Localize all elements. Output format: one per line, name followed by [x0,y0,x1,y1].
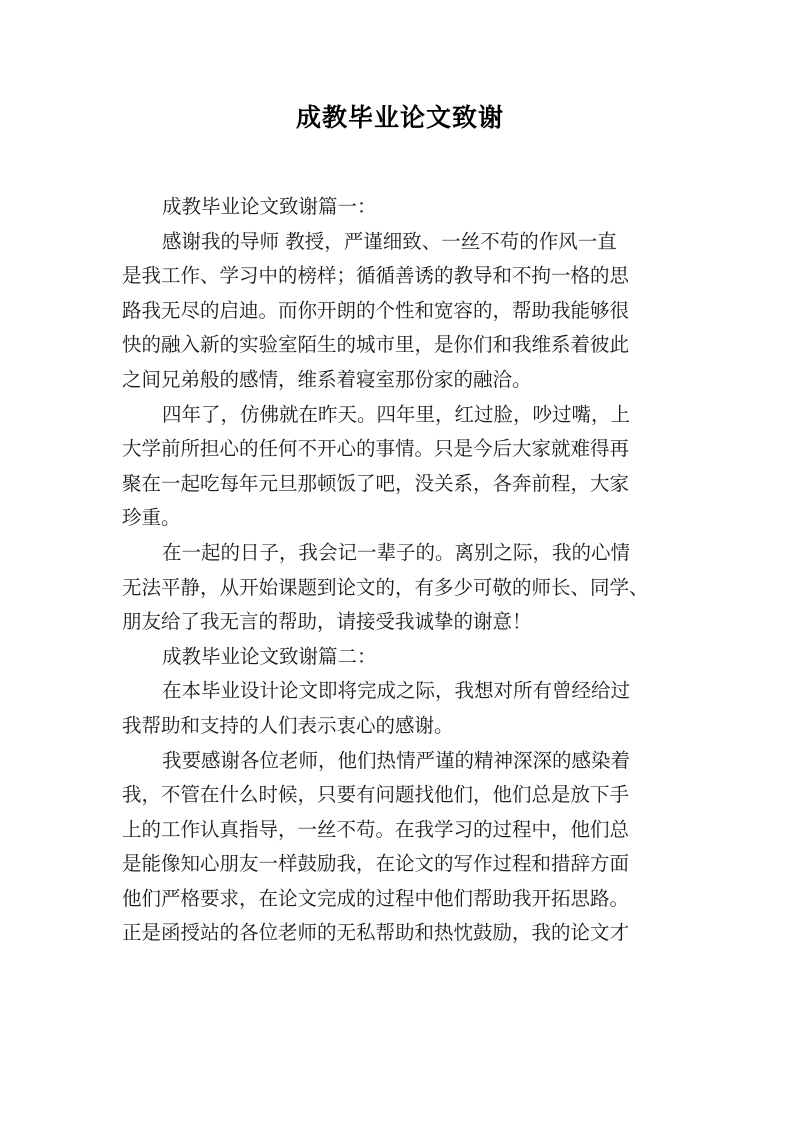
body-line: 聚在一起吃每年元旦那顿饭了吧，没关系，各奔前程，大家 [122,471,630,495]
body-line: 在本毕业设计论文即将完成之际，我想对所有曾经给过 [162,679,631,703]
body-line: 感谢我的导师 教授，严谨细致、一丝不苟的作风一直 [162,229,617,253]
body-line: 他们严格要求，在论文完成的过程中他们帮助我开拓思路。 [122,886,630,910]
body-line: 大学前所担心的任何不开心的事情。只是今后大家就难得再 [122,437,630,461]
body-line: 是我工作、学习中的榜样；循循善诱的教导和不拘一格的思 [122,264,630,288]
document-title: 成教毕业论文致谢 [295,103,504,132]
body-line: 路我无尽的启迪。而你开朗的个性和宽容的，帮助我能够很 [122,298,630,322]
body-line: 我要感谢各位老师，他们热情严谨的精神深深的感染着 [162,748,631,772]
body-line: 之间兄弟般的感情，维系着寝室那份家的融洽。 [122,367,532,391]
body-line: 四年了，仿佛就在昨天。四年里，红过脸，吵过嘴，上 [162,402,631,426]
body-line: 上的工作认真指导，一丝不苟。在我学习的过程中，他们总 [122,817,630,841]
body-line: 成教毕业论文致谢篇二： [162,644,377,668]
body-line: 朋友给了我无言的帮助，请接受我诚挚的谢意！ [122,610,532,634]
document-body [122,190,687,951]
body-line: 快的融入新的实验室陌生的城市里，是你们和我维系着彼此 [122,333,630,357]
body-line: 我，不管在什么时候，只要有问题找他们，他们总是放下手 [122,783,630,807]
body-line: 在一起的日子，我会记一辈子的。离别之际，我的心情 [162,540,631,564]
body-line: 成教毕业论文致谢篇一： [162,195,377,218]
body-line: 正是函授站的各位老师的无私帮助和热忱鼓励，我的论文才 [122,921,630,945]
body-line: 是能像知心朋友一样鼓励我，在论文的写作过程和措辞方面 [122,852,630,876]
body-line: 珍重。 [122,506,181,530]
body-line: 我帮助和支持的人们表示衷心的感谢。 [122,713,454,737]
body-line: 无法平静，从开始课题到论文的，有多少可敬的师长、同学、 [122,575,649,599]
